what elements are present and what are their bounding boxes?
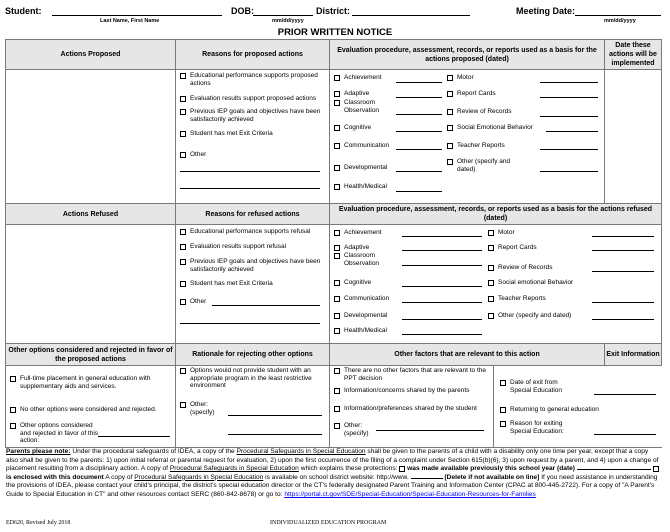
date-line[interactable] <box>546 131 598 132</box>
date-line[interactable] <box>540 171 598 172</box>
made-available-label: was made available previously this school year (date) <box>407 465 575 473</box>
notice-text: A copy of <box>103 473 135 481</box>
date-line[interactable] <box>402 286 482 287</box>
rationale-header: Rationale for rejecting other options <box>176 344 330 366</box>
district-field[interactable] <box>352 15 470 16</box>
other-line[interactable] <box>376 430 484 431</box>
checkbox[interactable] <box>447 143 453 149</box>
checkbox[interactable] <box>180 299 186 305</box>
checkbox[interactable] <box>180 402 186 408</box>
checkbox[interactable] <box>180 152 186 158</box>
dob-label: DOB: <box>231 6 254 16</box>
checkbox[interactable] <box>334 91 340 97</box>
option-full-time[interactable]: Full-time placement in general education with supplementary aids and services. <box>10 375 170 390</box>
actions-refused-header: Actions Refused <box>6 204 176 225</box>
date-line[interactable] <box>402 302 482 303</box>
checkbox[interactable] <box>334 165 340 171</box>
eval-proposed-review-records[interactable]: Review of Records <box>447 108 512 116</box>
factor-none[interactable]: There are no other factors that are relevant to the PPT decision <box>334 367 494 382</box>
date-line[interactable] <box>402 265 482 266</box>
checkbox[interactable] <box>500 380 506 386</box>
date-implemented-cell[interactable] <box>605 70 662 204</box>
option-none[interactable]: No other options were considered and rejected. <box>10 406 170 414</box>
checkbox[interactable] <box>334 313 340 319</box>
eval-refused-report-cards[interactable]: Report Cards <box>488 244 537 252</box>
date-line[interactable] <box>540 82 598 83</box>
exit-reason-line[interactable] <box>594 434 656 435</box>
checkbox[interactable] <box>334 125 340 131</box>
exit-date[interactable]: Date of exit from Special Education <box>500 379 574 394</box>
eval-proposed-developmental[interactable]: Developmental <box>334 164 387 172</box>
safeguards-ref: Procedural Safeguards in Special Education <box>169 465 299 473</box>
student-sub: Last Name, First Name <box>100 18 160 24</box>
website-field[interactable] <box>411 478 443 479</box>
checkbox[interactable] <box>488 280 494 286</box>
date-line[interactable] <box>592 271 654 272</box>
enclosed-label: is enclosed with this document <box>6 473 104 481</box>
dob-field[interactable] <box>253 15 313 16</box>
exit-returning[interactable]: Returning to general education <box>500 406 599 414</box>
eval-refused-adaptive[interactable]: Adaptive <box>334 244 369 252</box>
notice-text: shall be given to the parents of a child with a disability only one time per year, except that a copy also shall be given to the parents: 1) upon initial referral or parental request for evaluation, 2) upon the first occurrence of the filing of a complaint under Section 615(b)(6), 3) upon request by a parent, and 4) upon a change of placement resulting from a disciplinary action. A copy of <box>6 448 659 473</box>
reason-refused-4[interactable]: Student has met Exit Criteria <box>180 280 326 288</box>
meeting-date-label: Meeting Date: <box>516 6 576 16</box>
date-field[interactable] <box>577 469 651 470</box>
checkbox[interactable] <box>180 73 186 79</box>
checkbox[interactable] <box>488 265 494 271</box>
exit-reason[interactable]: Reason for exiting Special Education: <box>500 420 580 435</box>
eval-refused-other[interactable]: Other (specify and dated) <box>488 312 571 320</box>
eval-refused-health[interactable]: Health/Medical <box>334 327 387 335</box>
date-line[interactable] <box>592 236 654 237</box>
date-line[interactable] <box>396 191 442 192</box>
checkbox[interactable] <box>334 388 340 394</box>
checkbox[interactable] <box>488 245 494 251</box>
eval-proposed-header: Evaluation procedure, assessment, records, or reports used as a basis for the actions proposed (dated) <box>330 40 605 70</box>
exit-date-line[interactable] <box>594 394 656 395</box>
safeguards-ref: Procedural Safeguards in Special Education <box>134 473 264 481</box>
eval-refused-achievement[interactable]: Achievement <box>334 229 382 237</box>
enclosed-checkbox[interactable] <box>653 466 659 472</box>
eval-refused-classroom[interactable]: Classroom Observation <box>334 252 380 267</box>
date-line[interactable] <box>540 97 598 98</box>
page-title: PRIOR WRITTEN NOTICE <box>277 27 393 38</box>
other-options-cell <box>6 366 176 448</box>
reason-proposed-4[interactable]: Student has met Exit Criteria <box>180 130 326 138</box>
district-label: District: <box>316 6 351 16</box>
eval-proposed-social[interactable]: Social Emotional Behavior <box>447 124 533 132</box>
checkbox[interactable] <box>488 230 494 236</box>
date-line[interactable] <box>402 250 482 251</box>
notice-table <box>5 39 662 448</box>
checkbox[interactable] <box>447 91 453 97</box>
other-line[interactable] <box>180 171 320 172</box>
date-line[interactable] <box>540 149 598 150</box>
eval-refused-cell <box>330 225 662 344</box>
eval-refused-communication[interactable]: Communication <box>334 295 389 303</box>
date-line[interactable] <box>396 171 442 172</box>
reason-refused-2[interactable]: Evaluation results support refusal <box>180 243 326 251</box>
other-options-header: Other options considered and rejected in favor of the proposed actions <box>6 344 176 366</box>
notice-text: If you need assistance in understanding the provisions of IDEA, please contact your child's principal, the district's special education director or the CT's federally designated Parent Training and Information Center (CPAC at 800-445-2722). For a copy of "A Parent's Guide to Special Education in CT" and other resources contact SERC (860-842-8678) or go to: <box>6 473 658 498</box>
eval-refused-review-records[interactable]: Review of Records <box>488 264 553 272</box>
program-name: INDIVIDUALIZED EDUCATION PROGRAM <box>270 520 387 526</box>
checkbox[interactable] <box>10 376 16 382</box>
factor-specify: (specify) <box>344 430 369 437</box>
eval-proposed-teacher[interactable]: Teacher Reports <box>447 142 505 150</box>
other-line[interactable] <box>212 305 320 306</box>
checkbox[interactable] <box>500 421 506 427</box>
checkbox[interactable] <box>180 281 186 287</box>
rationale-cell <box>176 366 330 448</box>
other-line[interactable] <box>180 188 320 189</box>
exit-info-cell <box>510 366 662 448</box>
notice-text: Under the procedural safeguards of IDEA, a copy of the <box>72 448 237 455</box>
eval-refused-developmental[interactable]: Developmental <box>334 312 387 320</box>
rationale-lre[interactable]: Options would not provide student with an appropriate program in the least restrictive environment <box>180 367 320 390</box>
date-line[interactable] <box>396 82 442 83</box>
factor-student[interactable]: Information/preferences shared by the student <box>334 405 477 413</box>
checkbox[interactable] <box>500 407 506 413</box>
eval-proposed-report-cards[interactable]: Report Cards <box>447 90 496 98</box>
eval-refused-teacher[interactable]: Teacher Reports <box>488 295 546 303</box>
checkbox[interactable] <box>334 230 340 236</box>
checkbox[interactable] <box>447 75 453 81</box>
checkbox[interactable] <box>488 296 494 302</box>
eval-refused-cognitive[interactable]: Cognitive <box>334 279 371 287</box>
resources-link[interactable]: https://portal.ct.gov/SDE/Special-Education/Special-Education-Resources-for-Families <box>284 490 536 498</box>
rationale-specify: (specify) <box>190 409 215 416</box>
dob-sub: mm/dd/yyyy <box>272 18 304 24</box>
factor-parents[interactable]: Information/concerns shared by the parents <box>334 387 469 395</box>
exit-info-panel <box>493 366 662 447</box>
date-line[interactable] <box>592 319 654 320</box>
delete-note: [Delete if not available on line] <box>444 473 540 481</box>
date-line[interactable] <box>402 236 482 237</box>
checkbox[interactable] <box>334 280 340 286</box>
checkbox[interactable] <box>334 184 340 190</box>
meeting-date-field[interactable] <box>575 15 661 16</box>
meeting-sub: mm/dd/yyyy <box>604 18 636 24</box>
eval-proposed-motor[interactable]: Motor <box>447 74 474 82</box>
student-name-field[interactable] <box>52 15 222 16</box>
eval-proposed-communication[interactable]: Communication <box>334 142 389 150</box>
checkbox[interactable] <box>334 245 340 251</box>
date-line[interactable] <box>592 250 654 251</box>
other-line[interactable] <box>180 323 320 324</box>
exit-info-header: Exit Information <box>605 344 662 366</box>
date-implemented-header: Date these actions will be implemented <box>605 40 662 70</box>
form-id: ED620, Revised July 2018 <box>6 520 71 526</box>
eval-refused-social[interactable]: Social emotional Behavior <box>488 279 573 287</box>
checkbox[interactable] <box>180 96 186 102</box>
reason-refused-other[interactable]: Other <box>180 298 206 306</box>
reasons-proposed-header: Reasons for proposed actions <box>176 40 330 70</box>
checkbox[interactable] <box>334 296 340 302</box>
checkbox[interactable] <box>334 328 340 334</box>
factor-other[interactable]: Other: <box>334 422 362 430</box>
reason-refused-3[interactable]: Previous IEP goals and objectives have been satisfactorily achieved <box>180 258 326 273</box>
actions-proposed-cell[interactable] <box>6 70 176 204</box>
reasons-proposed-cell <box>176 70 330 204</box>
actions-refused-cell[interactable] <box>6 225 176 344</box>
reason-proposed-3[interactable]: Previous IEP goals and objectives have been satisfactorily achieved <box>180 108 326 123</box>
eval-refused-motor[interactable]: Motor <box>488 229 515 237</box>
checkbox[interactable] <box>334 423 340 429</box>
other-line[interactable] <box>228 415 322 416</box>
parents-notice <box>6 448 662 500</box>
actions-proposed-header: Actions Proposed <box>6 40 176 70</box>
checkbox[interactable] <box>180 259 186 265</box>
checkbox[interactable] <box>180 244 186 250</box>
reason-proposed-1[interactable]: Educational performance supports proposed actions <box>180 72 326 87</box>
other-factors-header: Other factors that are relevant to this action <box>330 344 605 366</box>
date-line[interactable] <box>396 149 442 150</box>
eval-refused-header: Evaluation procedure, assessment, records, or reports used as a basis for the actions refused (dated) <box>330 204 662 225</box>
eval-proposed-classroom[interactable]: Classroom Observation <box>334 99 380 114</box>
checkbox[interactable] <box>334 253 340 259</box>
checkbox[interactable] <box>180 368 186 374</box>
checkbox[interactable] <box>334 368 340 374</box>
checkbox[interactable] <box>447 109 453 115</box>
safeguards-ref: Procedural Safeguards in Special Education <box>236 448 366 455</box>
student-label: Student: <box>5 6 42 16</box>
eval-proposed-cell <box>330 70 605 204</box>
checkbox[interactable] <box>447 159 453 165</box>
eval-proposed-health[interactable]: Health/Medical <box>334 183 387 191</box>
notice-text: which explains these protections: <box>298 465 398 473</box>
checkbox[interactable] <box>10 423 16 429</box>
date-line[interactable] <box>396 97 442 98</box>
checkbox[interactable] <box>488 313 494 319</box>
made-available-checkbox[interactable] <box>399 466 405 472</box>
other-line[interactable] <box>98 436 170 437</box>
reason-refused-1[interactable]: Educational performance supports refusal <box>180 228 326 236</box>
checkbox[interactable] <box>10 407 16 413</box>
eval-proposed-cognitive[interactable]: Cognitive <box>334 124 371 132</box>
date-line[interactable] <box>402 334 482 335</box>
date-line[interactable] <box>396 114 442 115</box>
parents-label: Parents please note: <box>6 448 71 455</box>
checkbox[interactable] <box>180 109 186 115</box>
date-line[interactable] <box>540 116 598 117</box>
eval-proposed-adaptive[interactable]: Adaptive <box>334 90 369 98</box>
checkbox[interactable] <box>180 131 186 137</box>
notice-text: is available on school district website: http://www. <box>263 473 409 481</box>
eval-proposed-other[interactable]: Other (specify and dated) <box>447 158 527 173</box>
checkbox[interactable] <box>334 143 340 149</box>
checkbox[interactable] <box>334 75 340 81</box>
reasons-refused-cell <box>176 225 330 344</box>
date-line[interactable] <box>402 319 482 320</box>
checkbox[interactable] <box>334 100 340 106</box>
option-other[interactable]: Other options considered and rejected in favor of this action: <box>10 422 102 445</box>
reasons-refused-header: Reasons for refused actions <box>176 204 330 225</box>
checkbox[interactable] <box>334 406 340 412</box>
checkbox[interactable] <box>180 229 186 235</box>
other-line[interactable] <box>228 434 322 435</box>
reason-proposed-2[interactable]: Evaluation results support proposed actions <box>180 95 326 103</box>
reason-proposed-other[interactable]: Other <box>180 151 326 159</box>
rationale-other[interactable]: Other: <box>180 401 208 409</box>
date-line[interactable] <box>396 131 442 132</box>
date-line[interactable] <box>592 302 654 303</box>
checkbox[interactable] <box>447 125 453 131</box>
eval-proposed-achievement[interactable]: Achievement <box>334 74 382 82</box>
